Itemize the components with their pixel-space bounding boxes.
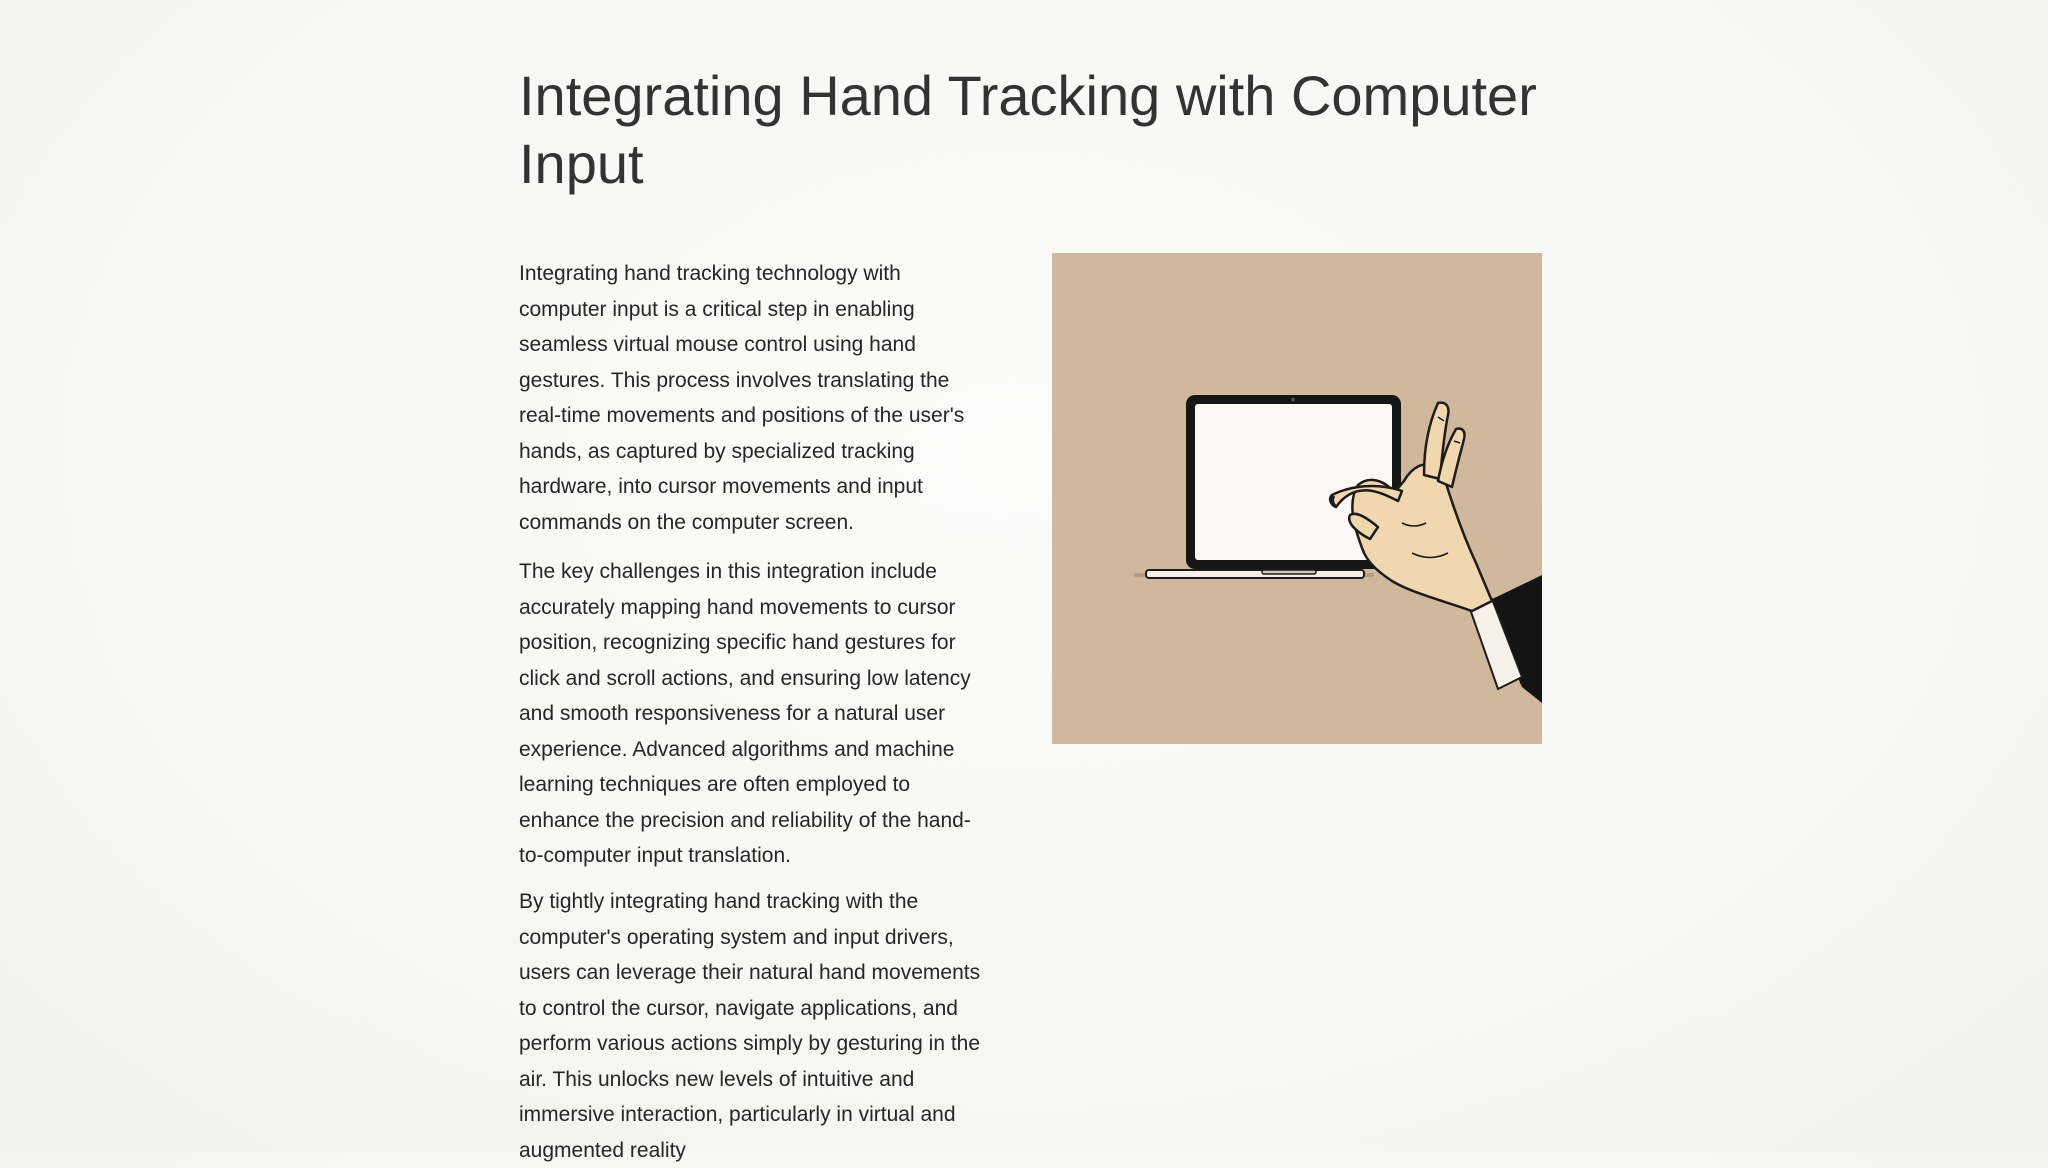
laptop-hand-illustration [1052,253,1542,744]
laptop-hand-icon [1052,253,1542,744]
slide-title: Integrating Hand Tracking with Computer Input [519,64,1537,195]
paragraph-challenges: The key challenges in this integration include accurately mapping hand movements to cursor position, recognizing specific hand gestures for click and scroll actions, and ensuring low latency and smooth responsiveness for a natural user experience. Advanced algorithms and machine learning techniques are often employed to enhance the precision and reliability of the hand-to-computer input translation. [519,560,971,867]
paragraph-integration: By tightly integrating hand tracking with the computer's operating system and input drivers, users can leverage their natural hand movements to control the cursor, navigate applications, and perform various actions simply by gesturing in the air. This unlocks new levels of intuitive and immersive interaction, particularly in virtual and augmented reality [519,890,981,1162]
paragraph-intro: Integrating hand tracking technology with computer input is a critical step in enabling seamless virtual mouse control using hand gestures. This process involves translating the real-time movements and positions of the user's hands, as captured by specialized tracking hardware, into cursor movements and input commands on the computer screen. [519,262,965,534]
